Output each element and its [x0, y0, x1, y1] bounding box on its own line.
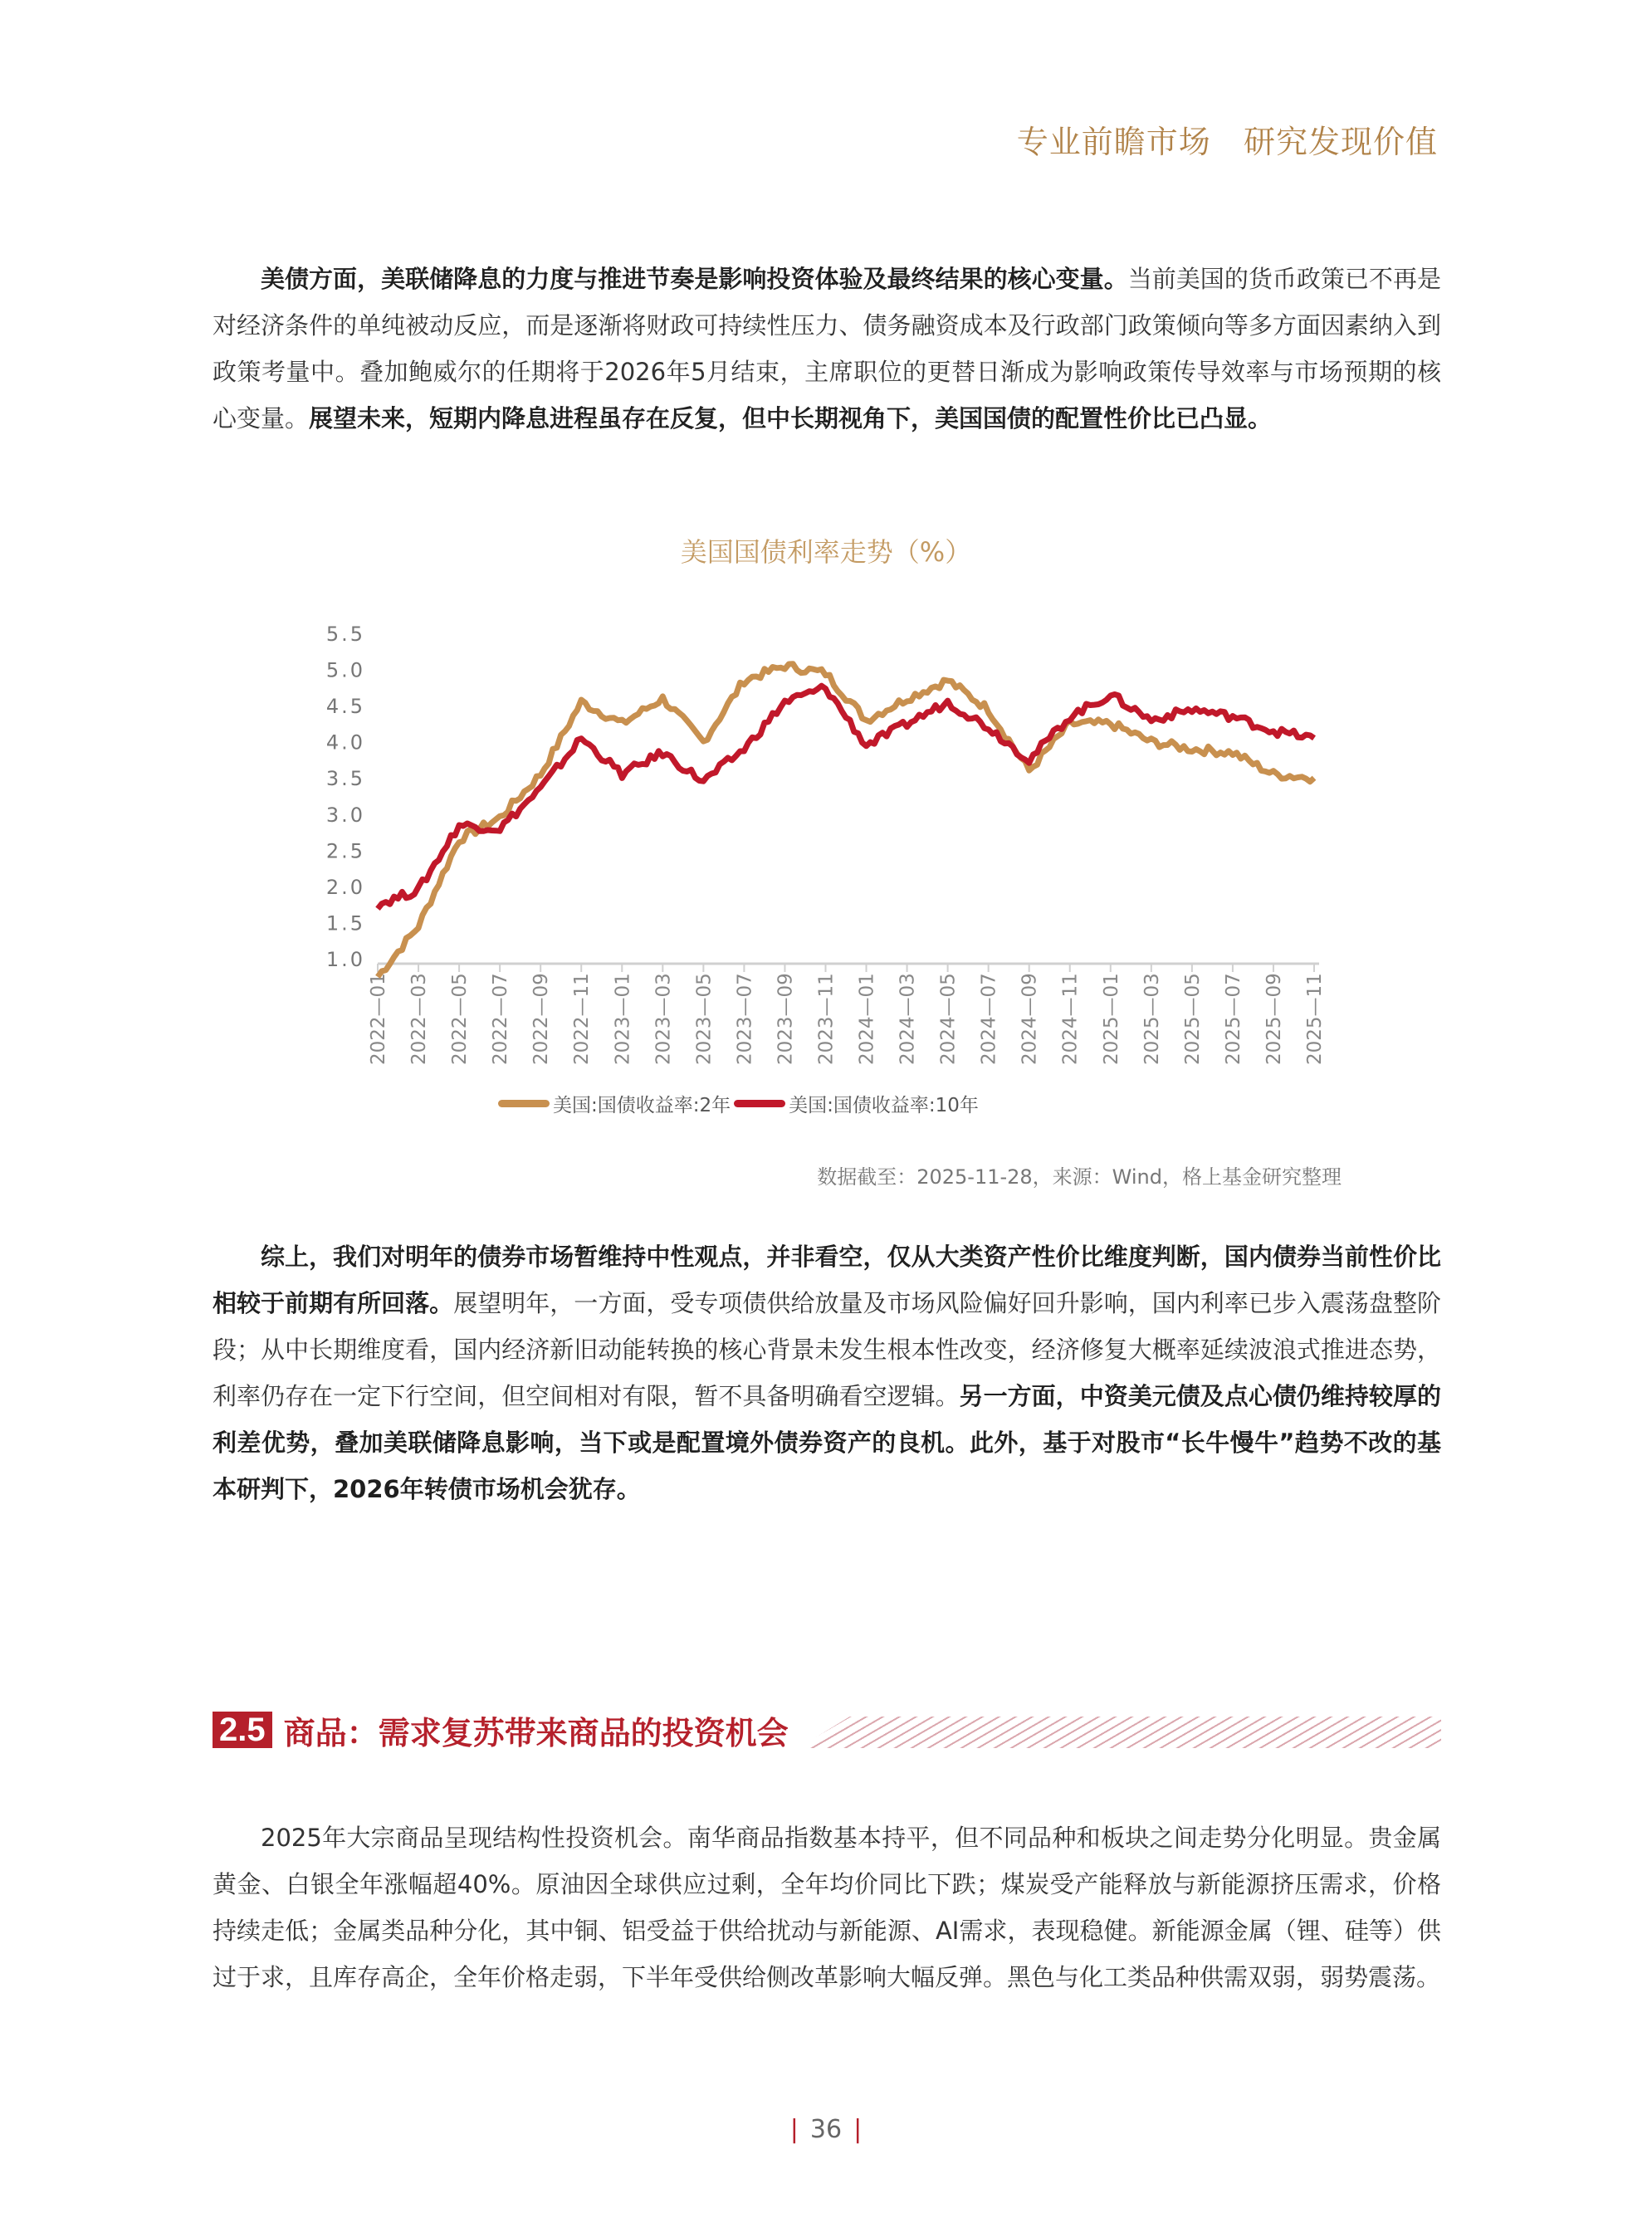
section-number: 2.5 — [213, 1712, 272, 1748]
y-tick-label: 1.0 — [325, 948, 365, 971]
y-tick-label: 4.5 — [325, 695, 365, 719]
legend-item-2y — [498, 1090, 731, 1117]
text-segment: 展望明年，一方面，受专项债供给放量及市场风险偏好回升影响，国内利率已步入震荡盘整阶段；从中长期维度看，国内经济新旧动能转换的核心背景未发生根本性改变，经济修复大概率延续波浪式推进态势，利率仍存在一定下行空间，但空间相对有限，暂不具备明确看空逻辑。 — [213, 1289, 1441, 1410]
chart-title: 美国国债利率走势（%） — [680, 536, 972, 568]
text-segment: 展望未来，短期内降息进程虽存在反复，但中长期视角下，美国国债的配置性价比已凸显。 — [309, 404, 1273, 432]
x-tick-label: 2023—05 — [693, 973, 716, 1065]
x-tick-label: 2022—07 — [490, 973, 512, 1065]
legend-item-10y — [734, 1090, 979, 1117]
y-tick-label: 2.0 — [325, 875, 365, 899]
data-source-note: 数据截至：2025-11-28，来源：Wind，格上基金研究整理 — [817, 1165, 1342, 1189]
x-tick-label: 2025—11 — [1304, 973, 1326, 1065]
x-tick-label: 2024—09 — [1019, 973, 1041, 1065]
x-tick-label: 2024—07 — [978, 973, 1000, 1065]
x-tick-label: 2024—05 — [937, 973, 960, 1065]
x-tick-label: 2022—01 — [368, 973, 389, 1065]
paragraph-summary — [213, 1233, 1441, 1512]
x-tick-label: 2023—09 — [775, 973, 797, 1065]
x-tick-label: 2024—11 — [1059, 973, 1082, 1065]
text-segment: 美债方面，美联储降息的力度与推进节奏是影响投资体验及最终结果的核心变量。 — [261, 265, 1128, 293]
y-tick-label: 3.5 — [325, 767, 365, 791]
x-tick-label: 2025—09 — [1263, 973, 1285, 1065]
x-tick-label: 2025—03 — [1141, 973, 1163, 1065]
hatch-decoration — [799, 1717, 1441, 1748]
y-tick-label: 1.5 — [325, 911, 365, 935]
section-title: 商品：需求复苏带来商品的投资机会 — [283, 1714, 789, 1751]
x-tick-label: 2023—03 — [652, 973, 675, 1065]
text-segment: 综上，我们对明年的债券市场暂维持中性观点，并非看空，仅从大类资产性价比维度判断，国内债券当前性价比相较于前期有所回落。 — [213, 1243, 1441, 1317]
x-tick-label: 2022—09 — [530, 973, 553, 1065]
y-axis — [326, 623, 365, 971]
x-tick-label: 2023—07 — [734, 973, 756, 1065]
legend-label-10y: 美国:国债收益率:10年 — [789, 1095, 979, 1116]
chart-legend — [498, 1090, 982, 1117]
y-tick-label: 3.0 — [325, 803, 365, 827]
x-tick-label: 2023—01 — [612, 973, 634, 1065]
paragraph-commodities — [213, 1815, 1441, 2000]
x-tick-label: 2022—11 — [571, 973, 594, 1065]
x-tick-label: 2022—03 — [408, 973, 431, 1065]
x-axis — [368, 964, 1326, 1065]
page-number-value: 36 — [809, 2115, 843, 2144]
text-segment: 另一方面，中资美元债及点心债仍维持较厚的利差优势，叠加美联储降息影响，当下或是配置境外债券资产的良机。此外，基于对股市“长牛慢牛”趋势不改的基本研判下，2026年转债市场机会犹存。 — [213, 1382, 1441, 1503]
page-separator-right: | — [853, 2115, 863, 2144]
line-chart — [0, 614, 1652, 1079]
y-tick-label: 5.0 — [325, 658, 365, 682]
x-tick-label: 2022—05 — [449, 973, 472, 1065]
x-tick-label: 2024—01 — [856, 973, 878, 1065]
x-tick-label: 2023—11 — [815, 973, 838, 1065]
legend-swatch-10y — [734, 1100, 785, 1107]
y-tick-label: 2.5 — [325, 839, 365, 863]
chart-lines — [378, 664, 1314, 977]
x-tick-label: 2025—01 — [1100, 973, 1122, 1065]
page-separator-left: | — [789, 2115, 799, 2144]
y-tick-label: 5.5 — [325, 623, 365, 646]
header-slogan: 专业前瞻市场 研究发现价值 — [1016, 124, 1438, 160]
paragraph-us-treasury — [213, 256, 1441, 442]
x-tick-label: 2024—03 — [897, 973, 919, 1065]
section-heading — [213, 1712, 1441, 1751]
text-segment: 2025年大宗商品呈现结构性投资机会。南华商品指数基本持平，但不同品种和板块之间走势分化明显。贵金属黄金、白银全年涨幅超40%。原油因全球供应过剩，全年均价同比下跌；煤炭受产能释放与新能源挤压需求，价格持续走低；金属类品种分化，其中铜、铝受益于供给扰动与新能源、AI需求，表现稳健。新能源金属（锂、硅等）供过于求，且库存高企，全年价格走弱，下半年受供给侧改革影响大幅反弹。黑色与化工类品种供需双弱，弱势震荡。 — [213, 1824, 1441, 1991]
legend-swatch-2y — [498, 1100, 550, 1107]
page-number — [0, 2115, 1652, 2144]
x-tick-label: 2025—05 — [1181, 973, 1204, 1065]
legend-label-2y: 美国:国债收益率:2年 — [553, 1095, 731, 1116]
text-segment: 当前美国的货币政策已不再是对经济条件的单纯被动反应，而是逐渐将财政可持续性压力、债务融资成本及行政部门政策倾向等多方面因素纳入到政策考量中。叠加鲍威尔的任期将于2026年5月结束，主席职位的更替日渐成为影响政策传导效率与市场预期的核心变量。 — [213, 265, 1441, 432]
y-tick-label: 4.0 — [325, 730, 365, 755]
x-tick-label: 2025—07 — [1222, 973, 1244, 1065]
